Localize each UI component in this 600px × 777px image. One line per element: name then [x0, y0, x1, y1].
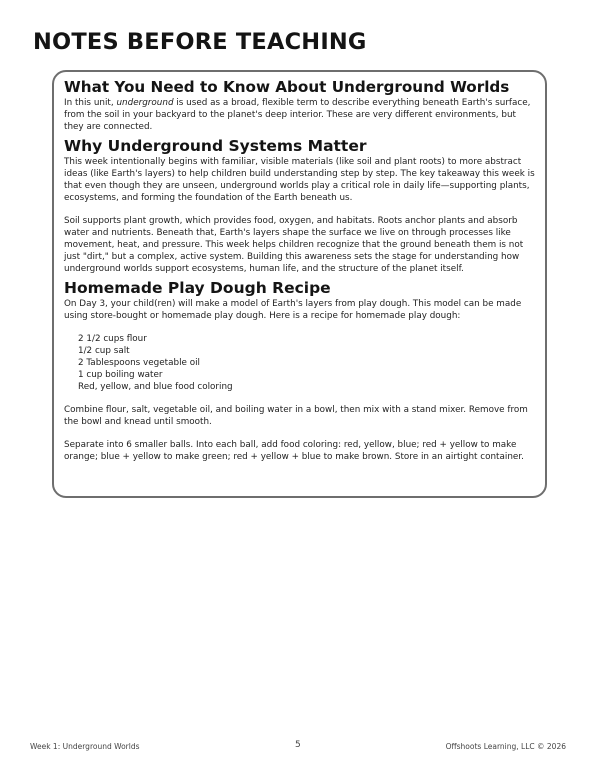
underground-emphasis: underground	[116, 98, 174, 108]
recipe-step-2: Separate into 6 smaller balls. Into each ball, add food coloring: red, yellow, blue; red + yellow to make orange; blue + yellow to make green; red + yellow + blue to make brown. Store in an airtight container.	[64, 440, 524, 462]
systems-paragraph-2: Soil supports plant growth, which provides food, oxygen, and habitats. Roots anchor plants and absorb water and nutrients. Beneath that, Earth's layers shape the surface we live on through processes like movement, heat, and pressure. This week helps children recognize that the ground beneath them is not just "dirt," but a complex, active system. Building this awareness sets the stage for understanding how underground worlds support ecosystems, human life, and the structure of the planet itself.	[64, 216, 524, 274]
recipe-intro-paragraph: On Day 3, your child(ren) will make a model of Earth's layers from play dough. This model can be made using store-bought or homemade play dough. Here is a recipe for homemade play dough:	[64, 299, 522, 321]
ingredient-list	[78, 333, 535, 393]
underground-paragraph-end: is used as a broad, flexible term to describe everything beneath Earth's surface, from the soil in your backyard to the planet's deep interior. These are very different environments, but they are connected.	[64, 98, 531, 132]
page-title: NOTES BEFORE TEACHING	[33, 29, 367, 55]
footer-week-label: Week 1: Underground Worlds	[30, 742, 140, 751]
systems-paragraph-1: This week intentionally begins with familiar, visible materials (like soil and plant roots) to more abstract ideas (like Earth's layers) to help children build understanding step by step. The key takeaway this week is that even though they are unseen, underground worlds play a critical role in daily life—supporting plants, ecosystems, and forming the foundation of the Earth beneath us.	[64, 157, 535, 203]
section-heading-underground-worlds: What You Need to Know About Underground Worlds	[64, 78, 510, 96]
underground-paragraph-start: In this unit,	[64, 98, 117, 108]
footer-copyright: Offshoots Learning, LLC © 2026	[445, 742, 566, 751]
ingredient-item: 2 1/2 cups flour	[78, 334, 147, 344]
ingredient-item: Red, yellow, and blue food coloring	[78, 382, 233, 392]
ingredient-item: 1 cup boiling water	[78, 370, 163, 380]
notes-content-box	[52, 70, 547, 498]
ingredient-item: 1/2 cup salt	[78, 346, 130, 356]
ingredient-item: 2 Tablespoons vegetable oil	[78, 358, 200, 368]
section-heading-play-dough-recipe: Homemade Play Dough Recipe	[64, 279, 331, 297]
underground-worlds-paragraph	[64, 97, 535, 133]
section-heading-underground-systems: Why Underground Systems Matter	[64, 137, 367, 155]
recipe-step-1: Combine flour, salt, vegetable oil, and boiling water in a bowl, then mix with a stand mixer. Remove from the bowl and knead until smooth.	[64, 405, 528, 427]
footer-page-number: 5	[295, 740, 301, 750]
